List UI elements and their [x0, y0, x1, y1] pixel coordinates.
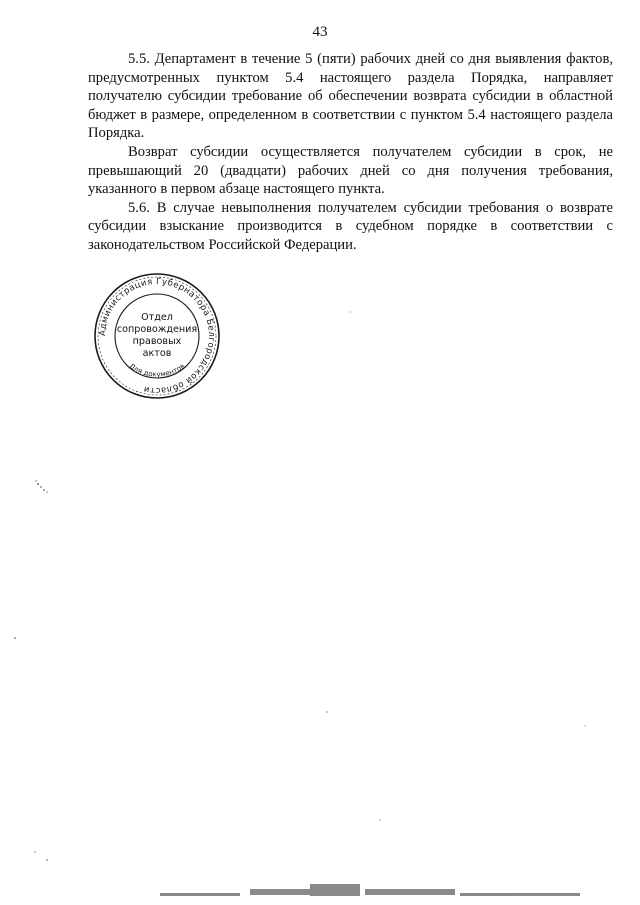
stamp-center-line-2: сопровождения: [116, 324, 198, 335]
official-stamp: [93, 272, 221, 400]
page-number: 43: [312, 24, 328, 40]
svg-text:Для документов: [128, 362, 187, 379]
stamp-center-line-3: правовых: [132, 336, 182, 347]
paragraph-refund-terms: Возврат субсидии осуществляется получателем субсидии в срок, не превышающий 20 (двадцати) рабочих дней со дня получения требования, указанного в первом абзаце настоящего пункта.: [88, 143, 613, 198]
stamp-seal-graphic: [93, 272, 221, 400]
stamp-bottom-text: Для документов: [127, 362, 187, 379]
stamp-outer-text: Администрация Губернатора Белгородской области: [97, 276, 217, 396]
paragraph-5-5: 5.5. Департамент в течение 5 (пяти) рабочих дней со дня выявления фактов, предусмотренных пунктом 5.4 настоящего раздела Порядка, направляет получателю субсидии требование об обеспечении возврата субсидии в областной бюджет в размере, определенном в соответствии с пунктом 5.4 настоящего раздела Порядка.: [88, 51, 613, 142]
stamp-center-line-1: Отдел: [141, 312, 173, 323]
document-body: [88, 50, 613, 255]
paragraph-5-6: 5.6. В случае невыполнения получателем субсидии требования о возврате субсидии взыскание производится в судебном порядке в соответствии с законодательством Российской Федерации.: [88, 199, 613, 253]
stamp-center-line-4: актов: [142, 348, 172, 359]
